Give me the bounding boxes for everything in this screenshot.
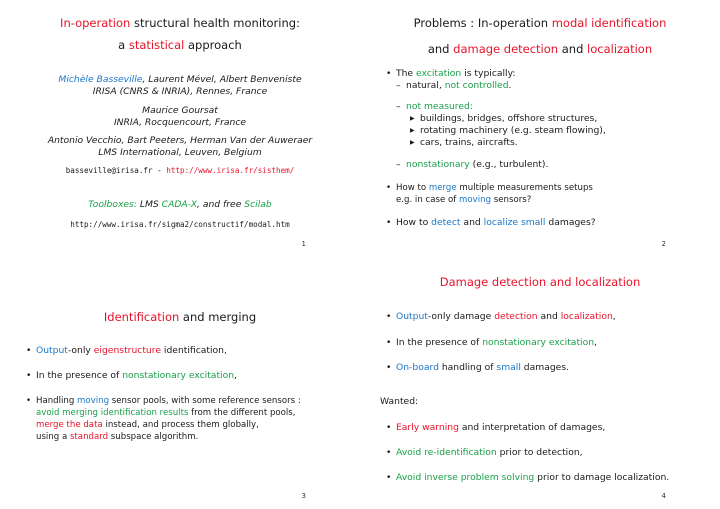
authors-1: Michèle Basseville, Laurent Mével, Albert Benveniste xyxy=(58,74,302,85)
triangle-bullet-icon: ▶ xyxy=(410,115,415,122)
sub-item-cars: ▶ cars, trains, aircrafts. xyxy=(410,137,518,148)
bullet-nonstationary-excitation: • In the presence of nonstationary excitation, xyxy=(386,337,597,348)
bullet-merge-line-2: e.g. in case of moving sensors? xyxy=(396,195,532,205)
page-number: 2 xyxy=(661,240,666,248)
bullet-avoid-inverse: • Avoid inverse problem solving prior to damage localization. xyxy=(386,472,670,483)
sub-item-buildings: ▶ buildings, bridges, offshore structures, xyxy=(410,113,598,124)
bullet-output-only-damage: • Output-only damage detection and localization, xyxy=(386,311,616,322)
slide-2-title-line-2: and damage detection and localization xyxy=(427,42,653,56)
dash-not-measured: – not measured: xyxy=(396,101,473,112)
bullet-output-only: • Output-only eigenstructure identification, xyxy=(26,345,227,356)
bullet-moving-line-2: avoid merging identification results from the different pools, xyxy=(36,408,296,418)
page-number: 1 xyxy=(301,240,306,248)
triangle-bullet-icon: ▶ xyxy=(410,127,415,134)
slide-2-title-line-1: Problems : In-operation modal identification xyxy=(413,16,667,30)
slide-3-title: Identification and merging xyxy=(103,310,257,324)
slide-4 xyxy=(360,254,720,508)
bullet-merge: • How to merge multiple measurements setups xyxy=(386,183,593,193)
bullet-excitation: • The excitation is typically: xyxy=(386,68,516,79)
affiliation-3: LMS International, Leuven, Belgium xyxy=(98,147,262,158)
contact-line: basseville@irisa.fr - http://www.irisa.fr/sisthem/ xyxy=(65,166,295,175)
affiliation-2: INRIA, Rocquencourt, France xyxy=(113,117,247,128)
bullet-avoid-reidentification: • Avoid re-identification prior to detection, xyxy=(386,447,583,458)
wanted-label: Wanted: xyxy=(380,396,419,407)
sisthem-link[interactable]: http://www.irisa.fr/sisthem/ xyxy=(166,166,295,175)
email-link[interactable]: basseville@irisa.fr xyxy=(65,166,153,175)
slide-1-title: In-operation structural health monitoring: xyxy=(60,16,300,30)
authors-3: Antonio Vecchio, Bart Peeters, Herman Van der Auweraer xyxy=(47,135,313,146)
affiliation-1: IRISA (CNRS & INRIA), Rennes, France xyxy=(92,86,268,97)
toolboxes-line: Toolboxes: LMS CADA-X, and free Scilab xyxy=(88,199,272,210)
slide-2 xyxy=(360,0,720,254)
authors-2: Maurice Goursat xyxy=(142,105,218,116)
bullet-on-board: • On-board handling of small damages. xyxy=(386,362,570,373)
slide-4-title: Damage detection and localization xyxy=(439,275,641,289)
modal-url-link[interactable]: http://www.irisa.fr/sigma2/constructif/modal.htm xyxy=(70,220,290,229)
slide-3 xyxy=(0,254,360,508)
triangle-bullet-icon: ▶ xyxy=(410,139,415,146)
bullet-moving-sensors: • Handling moving sensor pools, with some reference sensors : xyxy=(26,396,301,406)
bullet-moving-line-4: using a standard subspace algorithm. xyxy=(36,432,199,442)
sub-item-rotating: ▶ rotating machinery (e.g. steam flowing), xyxy=(410,125,606,136)
page-number: 3 xyxy=(301,492,306,500)
page-number: 4 xyxy=(661,492,666,500)
bullet-detect: • How to detect and localize small damages? xyxy=(386,217,596,228)
slide-1-subtitle: a statistical approach xyxy=(118,38,242,52)
bullet-moving-line-3: merge the data instead, and process them globally, xyxy=(36,420,259,430)
slide-1 xyxy=(0,0,360,254)
dash-natural: – natural, not controlled. xyxy=(396,80,512,91)
dash-nonstationary: – nonstationary (e.g., turbulent). xyxy=(396,159,549,170)
bullet-nonstationary: • In the presence of nonstationary excitation, xyxy=(26,370,237,381)
bullet-early-warning: • Early warning and interpretation of damages, xyxy=(386,422,606,433)
